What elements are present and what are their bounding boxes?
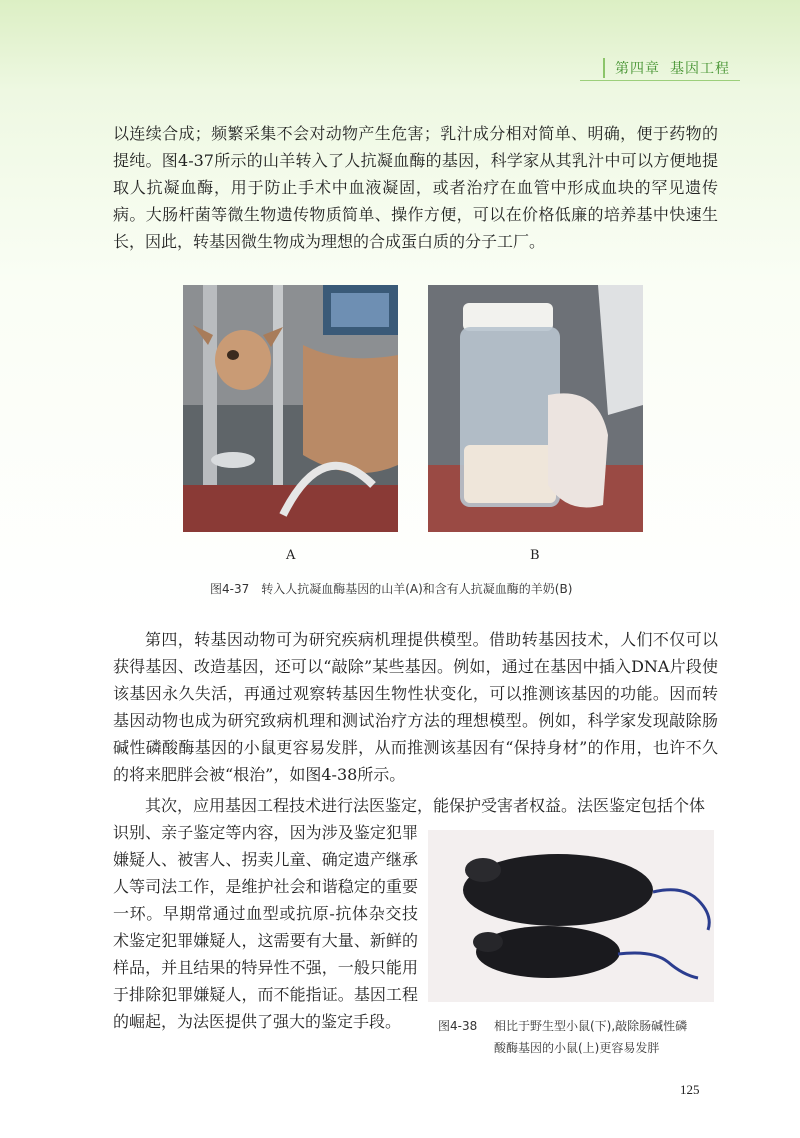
caption-line-1: 相比于野生型小鼠(下),敲除肠碱性磷: [494, 1019, 688, 1033]
paragraph-3-body: 识别、亲子鉴定等内容，因为涉及鉴定犯罪嫌疑人、被害人、拐卖儿童、确定遗产继承人等司法工作，是维护社会和谐稳定的重要一环。早期常通过血型或抗原-抗体杂交技术鉴定犯罪嫌疑人，这需要有大量、新鲜的样品，并且结果的特异性不强，一般只能用于排除犯罪嫌疑人，而不能指证。基因工程的崛起，为法医提供了强大的鉴定手段。: [113, 823, 418, 1031]
panel-label-b: B: [530, 548, 540, 563]
figure-caption-4-37: 图4-37 转入人抗凝血酶基因的山羊(A)和含有人抗凝血酶的羊奶(B): [210, 582, 573, 596]
paragraph-2: 第四，转基因动物可为研究疾病机理提供模型。借助转基因技术，人们不仅可以获得基因、改造基因，还可以“敲除”某些基因。例如，通过在基因中插入DNA片段使该基因永久失活，再通过观察转基因生物性状变化，可以推测该基因的功能。因而转基因动物也成为研究致病机理和测试治疗方法的理想模型。例如，科学家发现敲除肠碱性磷酸酶基因的小鼠更容易发胖，从而推测该基因有“保持身材”的作用，也许不久的将来肥胖会被“根治”，如图4-38所示。: [113, 630, 718, 784]
chapter-number: 第四章: [615, 61, 660, 77]
caption-line-2: 酸酶基因的小鼠(上)更容易发胖: [494, 1041, 660, 1055]
goat-photo: [183, 285, 398, 532]
paragraph-3-first-line: 其次，应用基因工程技术进行法医鉴定，能保护受害者权益。法医鉴定包括个体: [145, 796, 706, 815]
panel-label-a: A: [286, 548, 296, 563]
header-divider: [580, 80, 740, 81]
page-number: 125: [680, 1082, 700, 1097]
chapter-title: 基因工程: [670, 61, 730, 77]
milk-jar-photo: [428, 285, 643, 532]
mice-photo: [428, 830, 714, 1002]
chapter-heading: [603, 58, 730, 78]
header-band: [0, 0, 800, 92]
figure-caption-4-38: [438, 1015, 728, 1059]
paragraph-1: 以连续合成；频繁采集不会对动物产生危害；乳汁成分相对简单、明确，便于药物的提纯。图4-37所示的山羊转入了人抗凝血酶的基因，科学家从其乳汁中可以方便地提取人抗凝血酶，用于防止手术中血液凝固，或者治疗在血管中形成血块的罕见遗传病。大肠杆菌等微生物遗传物质简单、操作方便，可以在价格低廉的培养基中快速生长，因此，转基因微生物成为理想的合成蛋白质的分子工厂。: [113, 124, 718, 251]
figure-number-4-38: 图4-38: [438, 1019, 478, 1033]
